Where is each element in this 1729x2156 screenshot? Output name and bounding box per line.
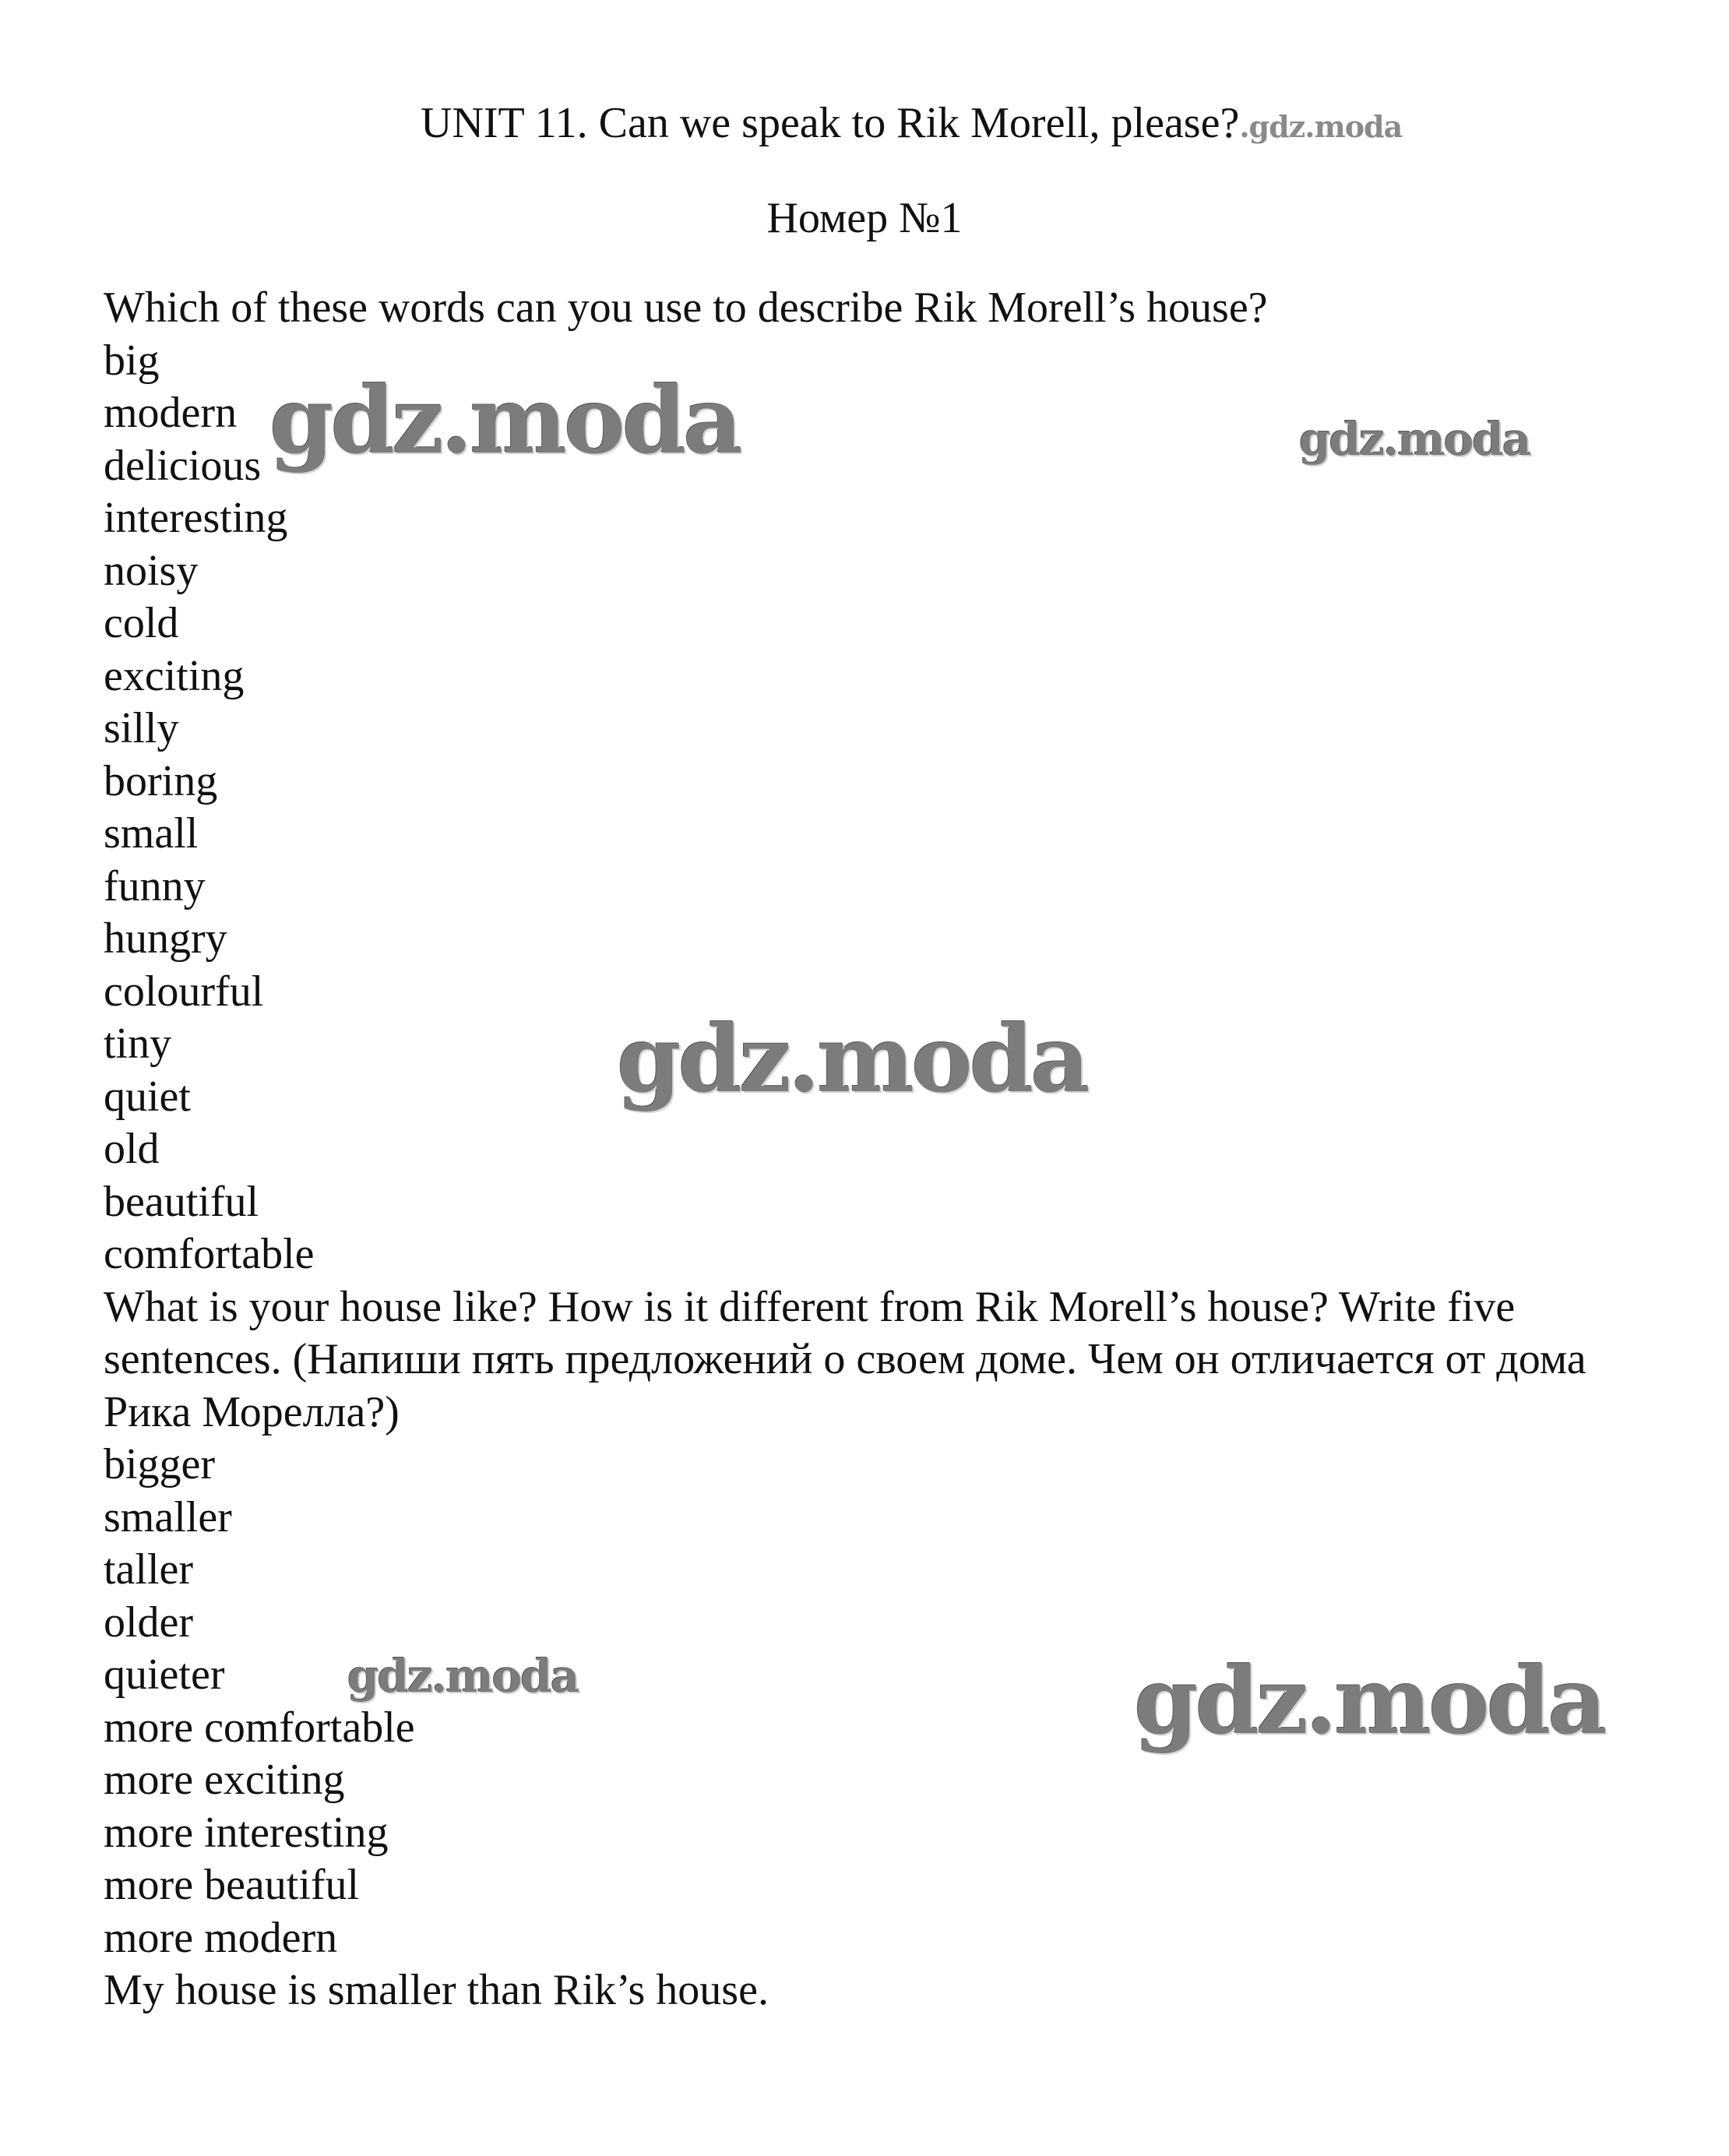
word-list-item: delicious — [104, 441, 262, 490]
comparative-list-item: more comfortable — [104, 1703, 415, 1752]
word-list-item: quiet — [104, 1072, 191, 1121]
comparative-list-item: quieter — [104, 1650, 225, 1699]
comparative-list-item: taller — [104, 1545, 194, 1594]
comparative-list-item: older — [104, 1598, 194, 1647]
exercise-number: Номер №1 — [766, 194, 963, 242]
word-list-item: funny — [104, 861, 206, 911]
watermark: gdz.moda — [617, 1005, 1087, 1113]
word-list-item: beautiful — [104, 1177, 259, 1226]
word-list-item: interesting — [104, 494, 288, 542]
title-watermark: .gdz.moda — [1239, 109, 1403, 144]
word-list-item: modern — [104, 389, 238, 437]
watermark: gdz.moda — [347, 1650, 579, 1703]
comparative-list-item: more modern — [104, 1913, 338, 1962]
exercise-body — [104, 282, 1653, 2017]
word-list-item: tiny — [104, 1020, 172, 1068]
watermark: gdz.moda — [1299, 413, 1530, 466]
unit-title: UNIT 11. Can we speak to Rik Morell, please? — [421, 99, 1240, 147]
word-list-item: cold — [104, 599, 179, 647]
word-list-item: old — [104, 1125, 160, 1173]
watermark: gdz.moda — [1134, 1647, 1604, 1755]
comparative-list-item: smaller — [104, 1492, 232, 1541]
word-list-item: colourful — [104, 967, 264, 1016]
page-title — [421, 95, 1402, 155]
word-list-item: silly — [104, 704, 179, 752]
word-list-item: big — [104, 336, 160, 385]
comparative-list-item: more beautiful — [104, 1861, 360, 1909]
word-list-item: small — [104, 809, 199, 858]
comparative-list-item: more interesting — [104, 1808, 389, 1857]
watermark: gdz.moda — [269, 366, 740, 474]
word-list-item: comfortable — [104, 1230, 315, 1278]
word-list-item: boring — [104, 756, 218, 805]
word-list-item: hungry — [104, 914, 227, 963]
word-list-item: exciting — [104, 651, 245, 700]
word-list-item: noisy — [104, 546, 199, 595]
answer-sentence: My house is smaller than Rik’s house. — [104, 1966, 769, 2014]
comparative-list-item: bigger — [104, 1440, 216, 1488]
question-2: What is your house like? How is it different from Rik Morell’s house? Write five sentences. (Напиши пять предложений о своем доме. Чем он отличается от дома Рика Морелла?) — [104, 1282, 1586, 1436]
comparative-list-item: more exciting — [104, 1756, 345, 1804]
question-1: Which of these words can you use to describe Rik Morell’s house? — [104, 284, 1268, 332]
